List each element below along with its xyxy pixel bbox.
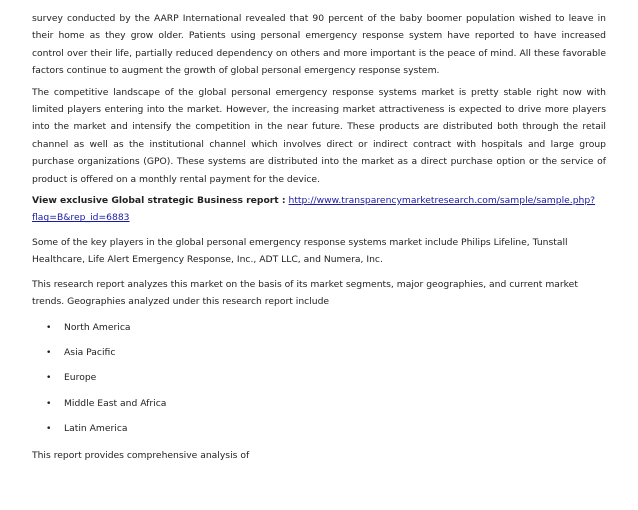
list-item: [32, 395, 606, 420]
report-link-url-part1: http://www.transparencymarketresearch.com/sample/sample.php?: [288, 195, 596, 207]
bullet-icon: •: [46, 372, 52, 384]
report-link-paragraph: [32, 192, 606, 227]
list-item: [32, 319, 606, 344]
geography-label: Europe: [64, 372, 97, 384]
bullet-icon: •: [46, 397, 52, 409]
geography-label: Latin America: [64, 423, 128, 435]
paragraph-key-players: Some of the key players in the global personal emergency response systems market include Philips Lifeline, Tunstall Healthcare, Life Alert Emergency Response, Inc., ADT LLC, and Numera, Inc.: [32, 236, 568, 266]
geography-label: Asia Pacific: [64, 346, 116, 358]
paragraph-competitive-landscape: The competitive landscape of the global personal emergency response systems market is pretty stable right now with limited players entering into the market. However, the increasing market attractiveness is expected to drive more players into the market and intensify the competition in the near future. These products are distributed both through the retail channel as well as the institutional channel which involves direct or indirect contract with hospitals and large group purchase organizations (GPO). These systems are distributed into the market as a direct purchase option or the service of product is offered on a monthly rental payment for the device.: [32, 86, 606, 185]
geography-label: Middle East and Africa: [64, 397, 167, 409]
bullet-icon: •: [46, 321, 52, 333]
paragraph-report-scope: This research report analyzes this market on the basis of its market segments, major geographies, and current market trends. Geographies analyzed under this research report include: [32, 278, 578, 308]
geography-label: North America: [64, 321, 131, 333]
report-link-label: View exclusive Global strategic Business report :: [32, 195, 286, 207]
list-item: [32, 369, 606, 394]
list-item: [32, 344, 606, 369]
bullet-icon: •: [46, 346, 52, 358]
report-link-url-part2: flag=B&rep_id=6883: [32, 212, 130, 224]
geographies-list: [32, 319, 606, 446]
paragraph-aarp-survey: survey conducted by the AARP International revealed that 90 percent of the baby boomer population wished to leave in their home as they grow older. Patients using personal emergency response system have reported to have increased control over their life, partially reduced dependency on others and more important is the peace of mind. All these favorable factors continue to augment the growth of global personal emergency response system.: [32, 13, 606, 77]
bullet-icon: •: [46, 423, 52, 435]
list-item: [32, 420, 606, 445]
paragraph-comprehensive-analysis: This report provides comprehensive analysis of: [32, 450, 250, 462]
